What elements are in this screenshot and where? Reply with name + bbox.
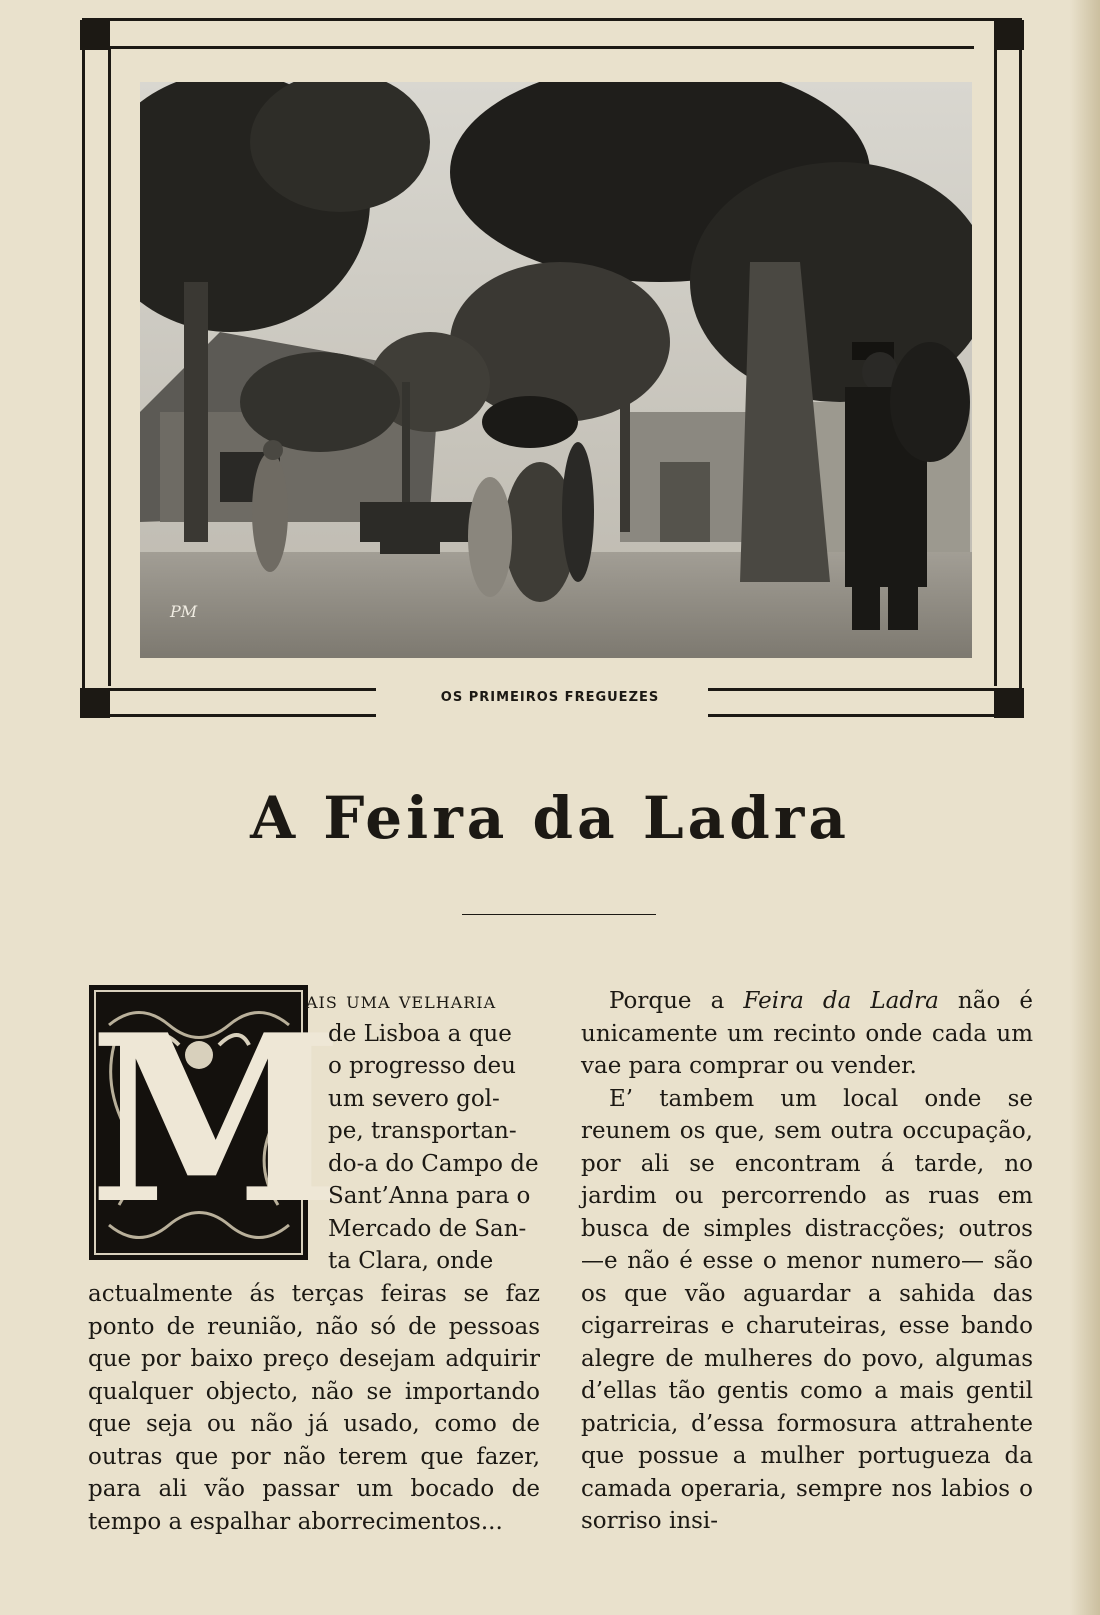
text-line: pe, transportan- — [328, 1118, 517, 1144]
text-line: Sant’Anna para o — [328, 1183, 531, 1209]
ornamental-dropcap — [89, 985, 344, 1260]
frame-corner-top-left — [80, 20, 110, 50]
text-line: de Lisboa a que — [328, 1020, 512, 1047]
paragraph: E’ tambem um local onde se reunem os que, sem outra occupação, por ali se encontram á tarde, no jardim ou percorrendo as ruas em busca de simples distracções; outros —e não é esse o menor numero— são os que vão aguardar a sahida das cigarreiras e charuteiras, esse bando alegre de mulheres do povo, algumas d’ellas tão gentis como a mais gentil patricia, d’essa formosura attrahente que possue a mulher portugueza da camada operaria, sempre nos labios o sorriso insi- — [581, 1085, 1033, 1534]
frame-corner-top-right — [994, 20, 1024, 50]
dropcap-letter: M — [89, 985, 344, 1255]
italic-title: Feira da Ladra — [743, 988, 939, 1014]
column-1-narrow — [306, 985, 540, 1278]
text-line: um severo gol- — [328, 1085, 500, 1112]
paragraph: Porque a Feira da Ladra não é unicamente um recinto onde cada um vae para comprar ou vender. — [581, 988, 1033, 1079]
frame-corner-bottom-right — [994, 688, 1024, 718]
text-line: ta Clara, onde — [328, 1248, 494, 1274]
text-line: ais uma velharia — [306, 988, 497, 1014]
paragraph: actualmente ás terças feiras se faz ponto de reunião, não só de pessoas que por baixo preço desejam adquirir qualquer objecto, não se importando que seja ou não já usado, como de outras que por não terem que fazer, para ali vão passar um bocado de tempo a espalhar aborrecimentos... — [88, 1281, 540, 1535]
column-1-body — [88, 1278, 540, 1538]
photo-monogram: PM — [170, 602, 198, 621]
title-divider — [462, 914, 656, 915]
text-line: Mercado de San- — [328, 1215, 527, 1242]
market-photograph — [140, 82, 972, 658]
article-title: A Feira da Ladra — [250, 784, 850, 852]
text-line: do-a do Campo de — [328, 1150, 539, 1177]
photo-caption: OS PRIMEIROS FREGUEZES — [440, 690, 660, 705]
text-line: o progresso deu — [328, 1053, 516, 1079]
column-2-body — [581, 985, 1033, 1538]
